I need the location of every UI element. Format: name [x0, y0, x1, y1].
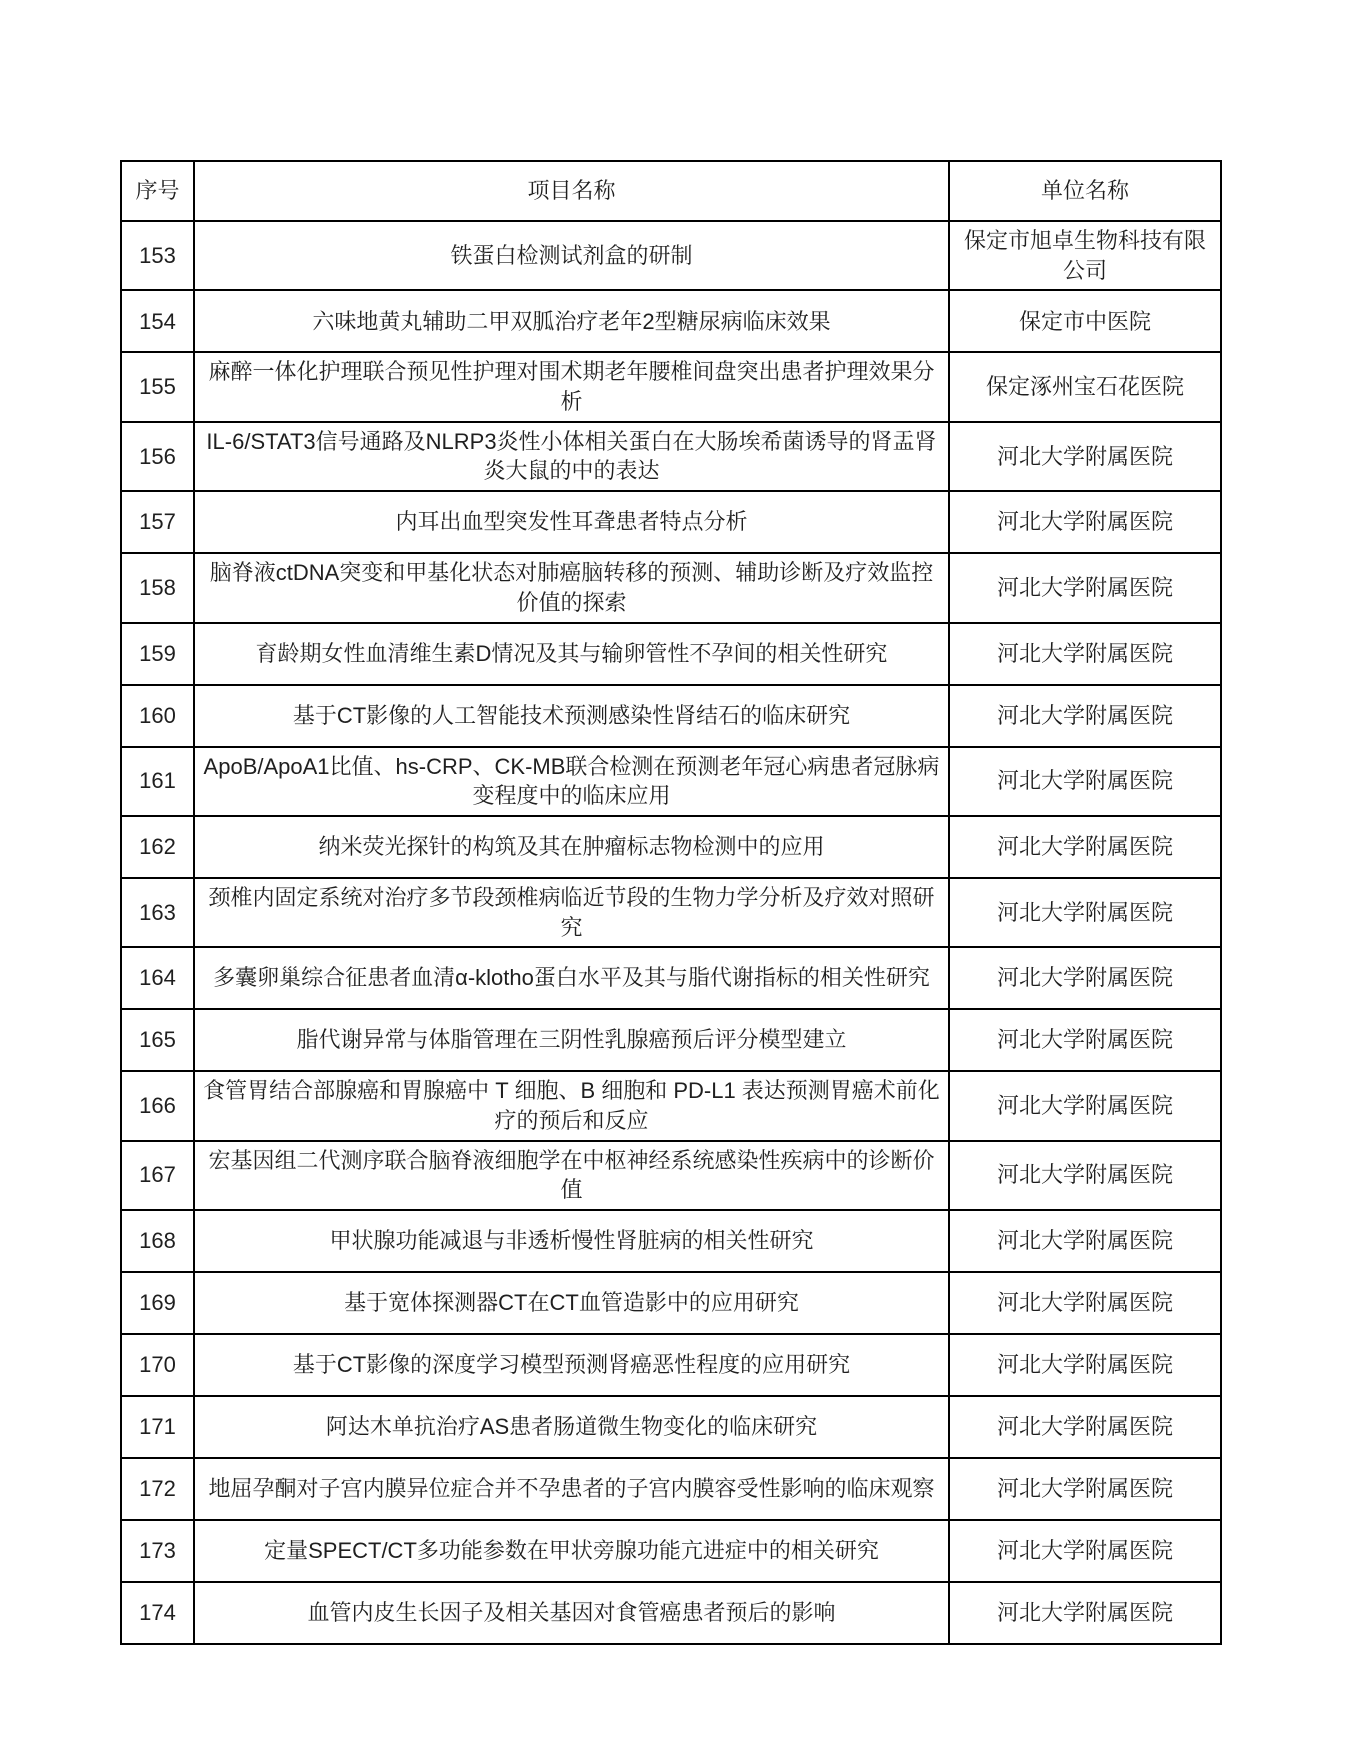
project-name-cell: 脂代谢异常与体脂管理在三阴性乳腺癌预后评分模型建立 — [194, 1009, 949, 1071]
unit-name-cell: 河北大学附属医院 — [949, 491, 1221, 553]
table-row — [121, 553, 1221, 622]
table-row — [121, 1071, 1221, 1140]
project-name-cell: 脑脊液ctDNA突变和甲基化状态对肺癌脑转移的预测、辅助诊断及疗效监控价值的探索 — [194, 553, 949, 622]
project-list-table — [120, 160, 1222, 1645]
project-name-cell: 多囊卵巢综合征患者血清α-klotho蛋白水平及其与脂代谢指标的相关性研究 — [194, 947, 949, 1009]
unit-name-cell: 河北大学附属医院 — [949, 553, 1221, 622]
table-row — [121, 878, 1221, 947]
row-number-cell: 170 — [121, 1334, 194, 1396]
unit-name-cell: 河北大学附属医院 — [949, 685, 1221, 747]
project-name-cell: 宏基因组二代测序联合脑脊液细胞学在中枢神经系统感染性疾病中的诊断价值 — [194, 1141, 949, 1210]
header-unit-name: 单位名称 — [949, 161, 1221, 221]
header-project-name: 项目名称 — [194, 161, 949, 221]
row-number-cell: 171 — [121, 1396, 194, 1458]
unit-name-cell: 河北大学附属医院 — [949, 878, 1221, 947]
unit-name-cell: 河北大学附属医院 — [949, 747, 1221, 816]
project-name-cell: 铁蛋白检测试剂盒的研制 — [194, 221, 949, 290]
row-number-cell: 154 — [121, 290, 194, 352]
project-name-cell: 育龄期女性血清维生素D情况及其与输卵管性不孕间的相关性研究 — [194, 623, 949, 685]
project-name-cell: 六味地黄丸辅助二甲双胍治疗老年2型糖尿病临床效果 — [194, 290, 949, 352]
project-name-cell: IL-6/STAT3信号通路及NLRP3炎性小体相关蛋白在大肠埃希菌诱导的肾盂肾炎大鼠的中的表达 — [194, 422, 949, 491]
row-number-cell: 164 — [121, 947, 194, 1009]
table-row — [121, 352, 1221, 421]
unit-name-cell: 河北大学附属医院 — [949, 1520, 1221, 1582]
table-row — [121, 491, 1221, 553]
project-name-cell: 麻醉一体化护理联合预见性护理对围术期老年腰椎间盘突出患者护理效果分析 — [194, 352, 949, 421]
unit-name-cell: 河北大学附属医院 — [949, 422, 1221, 491]
unit-name-cell: 河北大学附属医院 — [949, 1458, 1221, 1520]
table-row — [121, 947, 1221, 1009]
table-header-row — [121, 161, 1221, 221]
row-number-cell: 159 — [121, 623, 194, 685]
row-number-cell: 173 — [121, 1520, 194, 1582]
table-row — [121, 1458, 1221, 1520]
unit-name-cell: 河北大学附属医院 — [949, 1009, 1221, 1071]
table-row — [121, 1582, 1221, 1644]
table-row — [121, 1210, 1221, 1272]
row-number-cell: 165 — [121, 1009, 194, 1071]
table-body — [121, 221, 1221, 1644]
table-row — [121, 685, 1221, 747]
unit-name-cell: 河北大学附属医院 — [949, 1141, 1221, 1210]
unit-name-cell: 河北大学附属医院 — [949, 623, 1221, 685]
project-name-cell: ApoB/ApoA1比值、hs-CRP、CK-MB联合检测在预测老年冠心病患者冠脉病变程度中的临床应用 — [194, 747, 949, 816]
row-number-cell: 163 — [121, 878, 194, 947]
project-name-cell: 基于CT影像的人工智能技术预测感染性肾结石的临床研究 — [194, 685, 949, 747]
project-name-cell: 甲状腺功能减退与非透析慢性肾脏病的相关性研究 — [194, 1210, 949, 1272]
table-row — [121, 290, 1221, 352]
table-row — [121, 623, 1221, 685]
unit-name-cell: 河北大学附属医院 — [949, 1582, 1221, 1644]
row-number-cell: 174 — [121, 1582, 194, 1644]
table-row — [121, 1272, 1221, 1334]
unit-name-cell: 保定市中医院 — [949, 290, 1221, 352]
unit-name-cell: 河北大学附属医院 — [949, 1396, 1221, 1458]
project-name-cell: 阿达木单抗治疗AS患者肠道微生物变化的临床研究 — [194, 1396, 949, 1458]
unit-name-cell: 河北大学附属医院 — [949, 947, 1221, 1009]
project-name-cell: 颈椎内固定系统对治疗多节段颈椎病临近节段的生物力学分析及疗效对照研究 — [194, 878, 949, 947]
table-row — [121, 1009, 1221, 1071]
project-name-cell: 基于宽体探测器CT在CT血管造影中的应用研究 — [194, 1272, 949, 1334]
row-number-cell: 158 — [121, 553, 194, 622]
project-name-cell: 食管胃结合部腺癌和胃腺癌中 T 细胞、B 细胞和 PD-L1 表达预测胃癌术前化疗的预后和反应 — [194, 1071, 949, 1140]
row-number-cell: 162 — [121, 816, 194, 878]
row-number-cell: 169 — [121, 1272, 194, 1334]
row-number-cell: 168 — [121, 1210, 194, 1272]
row-number-cell: 167 — [121, 1141, 194, 1210]
table-row — [121, 1520, 1221, 1582]
row-number-cell: 160 — [121, 685, 194, 747]
project-name-cell: 内耳出血型突发性耳聋患者特点分析 — [194, 491, 949, 553]
unit-name-cell: 河北大学附属医院 — [949, 1272, 1221, 1334]
row-number-cell: 166 — [121, 1071, 194, 1140]
project-name-cell: 基于CT影像的深度学习模型预测肾癌恶性程度的应用研究 — [194, 1334, 949, 1396]
project-name-cell: 血管内皮生长因子及相关基因对食管癌患者预后的影响 — [194, 1582, 949, 1644]
project-name-cell: 纳米荧光探针的构筑及其在肿瘤标志物检测中的应用 — [194, 816, 949, 878]
table-row — [121, 422, 1221, 491]
table-row — [121, 747, 1221, 816]
table-row — [121, 816, 1221, 878]
header-row-number: 序号 — [121, 161, 194, 221]
row-number-cell: 155 — [121, 352, 194, 421]
unit-name-cell: 河北大学附属医院 — [949, 816, 1221, 878]
table-row — [121, 1141, 1221, 1210]
row-number-cell: 161 — [121, 747, 194, 816]
unit-name-cell: 保定涿州宝石花医院 — [949, 352, 1221, 421]
row-number-cell: 153 — [121, 221, 194, 290]
row-number-cell: 172 — [121, 1458, 194, 1520]
unit-name-cell: 河北大学附属医院 — [949, 1334, 1221, 1396]
project-name-cell: 地屈孕酮对子宫内膜异位症合并不孕患者的子宫内膜容受性影响的临床观察 — [194, 1458, 949, 1520]
unit-name-cell: 河北大学附属医院 — [949, 1071, 1221, 1140]
unit-name-cell: 保定市旭卓生物科技有限公司 — [949, 221, 1221, 290]
row-number-cell: 157 — [121, 491, 194, 553]
project-name-cell: 定量SPECT/CT多功能参数在甲状旁腺功能亢进症中的相关研究 — [194, 1520, 949, 1582]
table-row — [121, 1396, 1221, 1458]
unit-name-cell: 河北大学附属医院 — [949, 1210, 1221, 1272]
table-row — [121, 221, 1221, 290]
table-row — [121, 1334, 1221, 1396]
row-number-cell: 156 — [121, 422, 194, 491]
